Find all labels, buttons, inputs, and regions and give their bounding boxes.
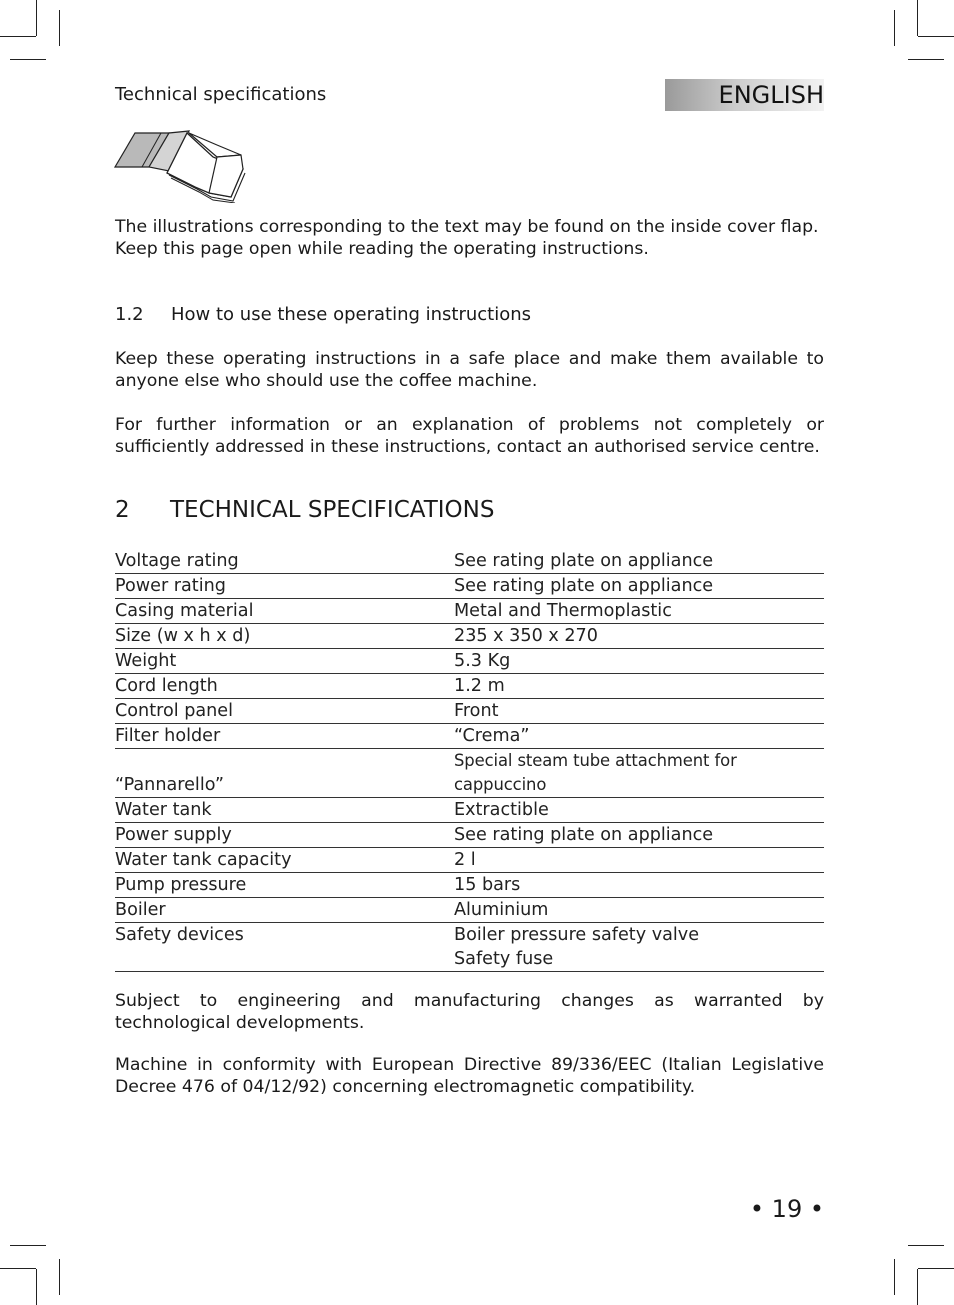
spec-value: Metal and Thermoplastic (454, 601, 672, 621)
table-row (115, 624, 824, 649)
spec-value: Front (454, 701, 499, 721)
section-title: TECHNICAL SPECIFICATIONS (170, 497, 495, 523)
intro-line-2: Keep this page open while reading the operating instructions. (115, 239, 649, 259)
spec-value: Aluminium (454, 900, 549, 920)
table-row (115, 798, 824, 823)
section-number: 2 (115, 497, 130, 523)
spec-value-secondary: Safety fuse (454, 949, 554, 969)
spec-value: 5.3 Kg (454, 651, 511, 671)
spec-label: Water tank (115, 800, 212, 820)
section-2-heading (115, 497, 494, 523)
spec-value: Special steam tube attachment for cappuccino (454, 751, 737, 794)
table-row (115, 898, 824, 923)
table-row (115, 574, 824, 599)
spec-value: Boiler pressure safety valve (454, 925, 700, 945)
spec-label: Pump pressure (115, 875, 247, 895)
spec-label: Boiler (115, 900, 166, 920)
section-1-2-paragraph-2: For further information or an explanation of problems not completely or sufficiently addressed in these instructions, contact an authorised service centre. (115, 415, 824, 457)
table-row (115, 549, 824, 574)
table-row (115, 599, 824, 624)
spec-label: Power supply (115, 825, 232, 845)
engineering-changes-note: Subject to engineering and manufacturing changes as warranted by technological developments. (115, 991, 824, 1033)
intro-paragraph (115, 216, 824, 260)
table-row (115, 649, 824, 674)
spec-value: Extractible (454, 800, 549, 820)
table-row (115, 699, 824, 724)
spec-label: Voltage rating (115, 551, 239, 571)
spec-value: 15 bars (454, 875, 521, 895)
spec-value: 1.2 m (454, 676, 505, 696)
table-row (115, 873, 824, 898)
spec-value: “Crema” (454, 726, 530, 746)
spec-value: See rating plate on appliance (454, 825, 714, 845)
spec-label: Filter holder (115, 726, 221, 746)
spec-label: Power rating (115, 576, 226, 596)
spec-label: Cord length (115, 676, 218, 696)
spec-value-group (454, 923, 824, 972)
spec-label: Weight (115, 651, 177, 671)
spec-label: Size (w x h x d) (115, 626, 251, 646)
table-row (115, 823, 824, 848)
page-number: • 19 • (749, 1195, 824, 1223)
table-row (115, 923, 824, 972)
running-header: Technical specifications (115, 84, 327, 105)
conformity-note: Machine in conformity with European Directive 89/336/EEC (Italian Legislative Decree 476 of 04/12/92) concerning electromagnetic compatibility. (115, 1055, 824, 1097)
spec-label: Safety devices (115, 925, 244, 945)
section-number: 1.2 (115, 304, 144, 325)
spec-label: Water tank capacity (115, 850, 292, 870)
spec-label: Casing material (115, 601, 254, 621)
spec-value: 2 l (454, 850, 476, 870)
section-1-2-heading (115, 304, 531, 325)
table-row (115, 674, 824, 699)
intro-line-1: The illustrations corresponding to the text may be found on the inside cover flap. (115, 217, 819, 237)
spec-label: “Pannarello” (115, 775, 224, 795)
foldout-pages-icon (113, 127, 247, 203)
specifications-table (115, 549, 824, 972)
table-row (115, 724, 824, 749)
spec-label: Control panel (115, 701, 234, 721)
spec-value: See rating plate on appliance (454, 551, 714, 571)
section-1-2-paragraph-1: Keep these operating instructions in a safe place and make them available to anyone else who should use the coffee machine. (115, 349, 824, 391)
language-label: ENGLISH (718, 81, 824, 109)
table-row (115, 749, 824, 798)
section-title: How to use these operating instructions (171, 304, 532, 325)
spec-value: 235 x 350 x 270 (454, 626, 598, 646)
table-row (115, 848, 824, 873)
spec-value: See rating plate on appliance (454, 576, 714, 596)
